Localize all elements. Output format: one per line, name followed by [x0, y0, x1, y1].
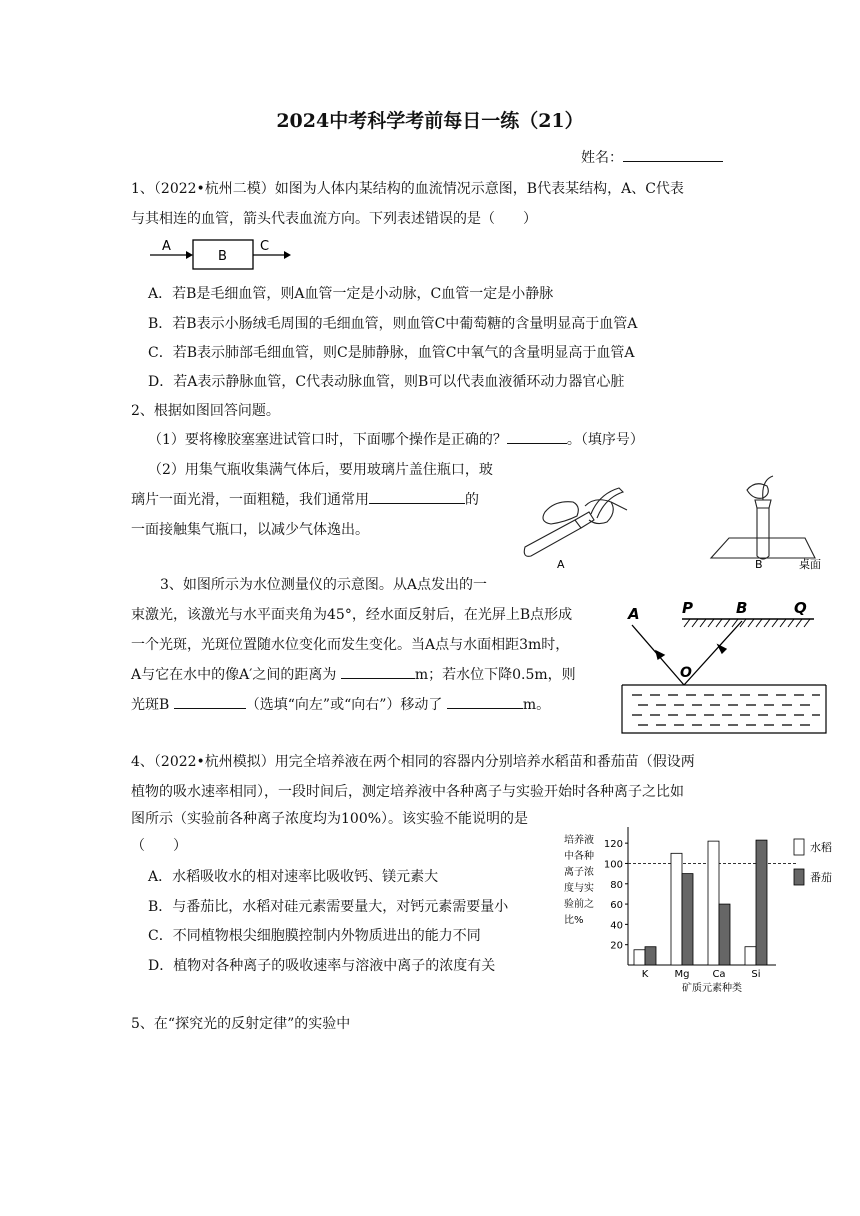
diagram-label-b: B	[218, 249, 227, 264]
page-title: 2024中考科学考前每日一练（21）	[276, 110, 584, 132]
figure-b-tube-on-desk	[711, 476, 815, 559]
q3-line5-tail: m。	[522, 697, 551, 713]
ylabel-line: 验前之	[564, 899, 594, 910]
q1-option-b[interactable]: B．若B表示小肠绒毛周围的毛细血管，则血管C中葡萄糖的含量明显高于血管A	[148, 316, 638, 332]
q4-option-b[interactable]: B．与番茄比，水稻对硅元素需要量大，对钙元素需要量小	[148, 899, 509, 915]
q4-line1: 4、（2022•杭州模拟）用完全培养液在两个相同的容器内分别培养水稻苗和番茄苗（假设两	[131, 754, 695, 770]
arrow-in-head	[186, 251, 193, 259]
q2-sub2-line1: （2）用集气瓶收集满气体后，要用玻璃片盖住瓶口，玻	[148, 462, 493, 478]
y-tick-label: 100	[603, 859, 623, 871]
legend-swatch	[794, 869, 804, 885]
bar-K-0	[634, 950, 645, 965]
ylabel-line: 度与实	[564, 883, 594, 894]
point-o-label: O	[680, 665, 692, 681]
y-tick-label: 20	[610, 940, 623, 952]
q3-line1: 3、如图所示为水位测量仪的示意图。从A点发出的一	[160, 577, 488, 593]
q4-option-d[interactable]: D．植物对各种离子的吸收速率与溶液中离子的浓度有关	[148, 958, 496, 974]
q1-stem-line2: 与其相连的血管，箭头代表血流方向。下列表述错误的是（ ）	[131, 211, 537, 227]
diagram-label-c: C	[260, 239, 270, 254]
figure-a-hands-test-tube	[524, 488, 627, 556]
q4-line3: 图所示（实验前各种离子浓度均为100%）。该实验不能说明的是	[131, 811, 529, 827]
q1-blood-flow-diagram	[148, 236, 298, 272]
q2-sub2-tail: 的	[465, 492, 479, 508]
q1-option-c[interactable]: C．若B表示肺部毛细血管，则C是肺静脉，血管C中氧气的含量明显高于血管A	[148, 345, 635, 361]
x-tick-label: Si	[751, 969, 761, 980]
chart-ylabel	[564, 833, 594, 926]
q3-answer-blank-1[interactable]	[341, 664, 415, 679]
ylabel-line: 比%	[564, 915, 584, 926]
q5-line1: 5、在“探究光的反射定律”的实验中	[131, 1016, 351, 1032]
q3-line5	[131, 694, 550, 714]
water-container	[622, 685, 826, 733]
bar-Mg-0	[671, 853, 682, 965]
q3-line5-text: 光斑B	[131, 697, 170, 713]
bar-Ca-0	[708, 841, 719, 965]
q2-sub2-text: 璃片一面光滑，一面粗糙，我们通常用	[131, 492, 369, 508]
q3-line4-tail: m；若水位下降0.5m，则	[414, 667, 576, 683]
q2-answer-blank-2[interactable]	[369, 489, 465, 504]
chart-legend	[794, 839, 832, 885]
chart-x-ticks	[642, 969, 761, 980]
chart-xlabel: 矿质元素种类	[682, 983, 742, 994]
q3-line4-text: A与它在水中的像A′之间的距离为	[131, 667, 337, 683]
y-tick-label: 40	[610, 920, 623, 932]
ion-ratio-chart	[562, 825, 842, 997]
light-screen	[682, 619, 814, 627]
ylabel-line: 离子浓	[564, 867, 594, 878]
name-field	[581, 147, 723, 167]
x-tick-label: Mg	[674, 969, 690, 980]
q1-option-d[interactable]: D．若A表示静脉血管，C代表动脉血管，则B可以代表血液循环动力器官心脏	[148, 374, 625, 390]
q3-water-level-figure	[618, 597, 830, 737]
y-tick-label: 60	[610, 900, 623, 912]
legend-label: 番茄	[810, 871, 832, 884]
bar-K-1	[645, 947, 656, 965]
y-tick-label: 120	[603, 839, 623, 851]
q1-stem-line1: 1、（2022•杭州二模）如图为人体内某结构的血流情况示意图，B代表某结构，A、C代表	[131, 181, 684, 197]
legend-swatch	[794, 839, 804, 855]
point-p-label: P	[682, 599, 693, 617]
q4-option-c[interactable]: C．不同植物根尖细胞膜控制内外物质进出的能力不同	[148, 928, 481, 944]
name-label: 姓名：	[581, 150, 623, 166]
bar-Mg-1	[682, 874, 693, 965]
q4-line4: （ ）	[131, 838, 187, 854]
legend-label: 水稻	[810, 841, 832, 854]
q3-line5-mid: （选填“向左”或“向右”）移动了	[245, 697, 443, 713]
q1-option-a[interactable]: A．若B是毛细血管，则A血管一定是小动脉，C血管一定是小静脉	[148, 286, 554, 302]
q2-sub1-tail: 。（填序号）	[566, 432, 644, 448]
q2-sub1-text: （1）要将橡胶塞塞进试管口时，下面哪个操作是正确的？	[148, 432, 507, 448]
q3-line3: 一个光斑，光斑位置随水位变化而发生变化。当A点与水面相距3m时，	[131, 637, 570, 653]
name-blank[interactable]	[623, 147, 723, 162]
figure-a-label: A	[557, 558, 565, 571]
ylabel-line: 培养液	[564, 835, 594, 846]
figure-desk-label: 桌面	[799, 558, 821, 571]
q4-option-a[interactable]: A．水稻吸收水的相对速率比吸收钙、镁元素大	[148, 869, 439, 885]
q2-sub2-line3: 一面接触集气瓶口，以减少气体逸出。	[131, 522, 369, 538]
diagram-label-a: A	[162, 239, 171, 254]
q3-line4	[131, 664, 576, 684]
q2-stem: 2、根据如图回答问题。	[131, 403, 280, 419]
q2-answer-blank-1[interactable]	[507, 429, 567, 444]
point-b-label: B	[736, 599, 748, 617]
q2-sub2-line2	[131, 489, 479, 509]
arrow-out-head	[284, 251, 291, 259]
chart-bars	[634, 840, 767, 965]
figure-b-label: B	[755, 558, 763, 571]
q2-sub1	[148, 429, 644, 449]
bar-Si-0	[745, 947, 756, 965]
x-tick-label: Ca	[712, 969, 726, 980]
point-a-label: A	[628, 605, 640, 623]
y-tick-label: 80	[610, 879, 623, 891]
bar-Ca-1	[719, 904, 730, 965]
q2-figure	[515, 472, 835, 574]
q3-answer-blank-3[interactable]	[447, 694, 523, 709]
ylabel-line: 中各种	[564, 851, 594, 862]
q3-answer-blank-2[interactable]	[174, 694, 246, 709]
q3-line2: 束激光，该激光与水平面夹角为45°，经水面反射后，在光屏上B点形成	[131, 607, 573, 623]
q4-line2: 植物的吸水速率相同），一段时间后，测定培养液中各种离子与实验开始时各种离子之比如	[131, 784, 684, 800]
point-q-label: Q	[794, 599, 807, 617]
bar-Si-1	[756, 840, 767, 965]
x-tick-label: K	[641, 969, 649, 980]
